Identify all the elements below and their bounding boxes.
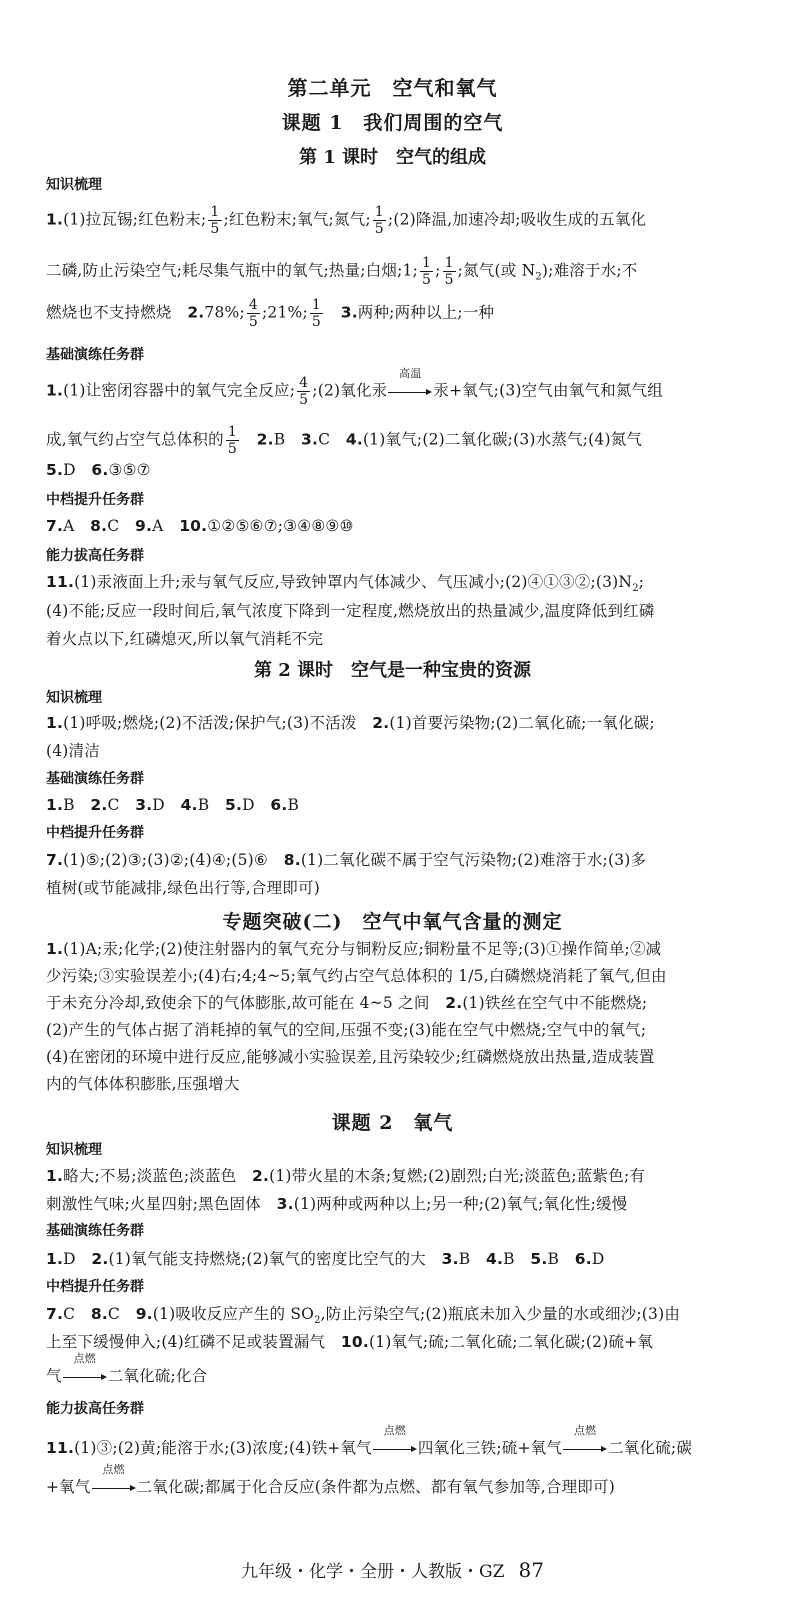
- answer-line: 着火点以下,红磷熄灭,所以氧气消耗不完: [46, 630, 324, 648]
- page-footer: [0, 1557, 785, 1582]
- section-basic-3: 基础演练任务群: [46, 1223, 144, 1239]
- period-1-title: 第 1 课时 空气的组成: [298, 147, 487, 168]
- topic-title: 专题突破(二) 空气中氧气含量的测定: [222, 911, 563, 933]
- answer-line: 1.(1)让密闭容器中的氧气完全反应; $\frac{4}{5}$ ;(2)氧化汞 高温 汞+氧气;(3)空气由氧气和氮气组: [46, 366, 663, 408]
- fraction: $\frac{1}{5}$: [374, 204, 384, 237]
- section-knowledge-2: 知识梳理: [46, 690, 102, 706]
- lesson-2-title: 课题 2 氧气: [331, 1112, 454, 1134]
- answer-line: 燃烧也不支持燃烧 2.78%; $\frac{4}{5}$ ;21%; $\frac{1}{5}$ 3.两种;两种以上;一种: [46, 297, 495, 330]
- page-number: 87: [518, 1558, 544, 1582]
- answer-line: 1.(1)呼吸;燃烧;(2)不活泼;保护气;(3)不活泼 2.(1)首要污染物;(2)二氧化硫;一氧化碳;: [46, 714, 655, 732]
- answer-line: 气 点燃 二氧化硫;化合: [46, 1352, 208, 1385]
- fraction: $\frac{1}{5}$: [227, 424, 237, 457]
- answer-line: 5.D 6.③⑤⑦: [46, 461, 151, 479]
- section-basic-1: 基础演练任务群: [46, 347, 144, 363]
- section-middle-3: 中档提升任务群: [46, 1279, 144, 1295]
- answer-line: (4)清洁: [46, 742, 100, 760]
- answer-line: 少污染;③实验误差小;(4)右;4;4~5;氧气约占空气总体积的 1/5,白磷燃烧消耗了氧气,但由: [46, 967, 667, 985]
- fraction: $\frac{1}{5}$: [311, 297, 321, 330]
- answer-line: 7.(1)⑤;(2)③;(3)②;(4)④;(5)⑥ 8.(1)二氧化碳不属于空气污染物;(2)难溶于水;(3)多: [46, 851, 647, 869]
- answer-line: 内的气体体积膨胀,压强增大: [46, 1075, 240, 1093]
- answer-line: 于未充分冷却,致使余下的气体膨胀,故可能在 4~5 之间 2.(1)铁丝在空气中不能燃烧;: [46, 994, 648, 1012]
- answer-line: +氧气 点燃 二氧化碳;都属于化合反应(条件都为点燃、都有氧气参加等,合理即可): [46, 1463, 615, 1496]
- answer-line: 植树(或节能减排,绿色出行等,合理即可): [46, 879, 320, 897]
- unit-title: 第二单元 空气和氧气: [287, 76, 498, 100]
- answer-line: 成,氧气约占空气总体积的 $\frac{1}{5}$ 2.B 3.C 4.(1)氧气;(2)二氧化碳;(3)水蒸气;(4)氮气: [46, 424, 643, 457]
- answer-line: 刺激性气味;火星四射;黑色固体 3.(1)两种或两种以上;另一种;(2)氧气;氧化性;缓慢: [46, 1195, 628, 1213]
- section-middle-1: 中档提升任务群: [46, 492, 144, 508]
- footer-text: 九年级・化学・全册・人教版・GZ: [241, 1562, 505, 1582]
- answer-line: 1.(1)拉瓦锡;红色粉末; $\frac{1}{5}$ ;红色粉末;氧气;氮气; $\frac{1}{5}$ ;(2)降温,加速冷却;吸收生成的五氧化: [46, 204, 647, 237]
- section-basic-2: 基础演练任务群: [46, 771, 144, 787]
- answer-line: 11.(1)③;(2)黄;能溶于水;(3)浓度;(4)铁+氧气 点燃 四氧化三铁;硫+氧气 点燃 二氧化硫;碳: [46, 1424, 693, 1457]
- section-knowledge-3: 知识梳理: [46, 1142, 102, 1158]
- answer-line: (4)不能;反应一段时间后,氧气浓度下降到一定程度,燃烧放出的热量减少,温度降低到红磷: [46, 602, 655, 620]
- fraction: $\frac{1}{5}$: [444, 255, 454, 288]
- reaction-arrow: 点燃: [372, 1439, 418, 1457]
- answer-line: 1.B 2.C 3.D 4.B 5.D 6.B: [46, 796, 300, 814]
- fraction: $\frac{4}{5}$: [248, 297, 258, 330]
- fraction: $\frac{1}{5}$: [422, 255, 432, 288]
- period-2-title: 第 2 课时 空气是一种宝贵的资源: [253, 660, 532, 681]
- answer-line: (4)在密闭的环境中进行反应,能够减小实验误差,且污染较少;红磷燃烧放出热量,造成装置: [46, 1048, 655, 1066]
- section-advanced-1: 能力拔高任务群: [46, 548, 144, 564]
- answer-line: 1.略大;不易;淡蓝色;淡蓝色 2.(1)带火星的木条;复燃;(2)剧烈;白光;淡蓝色;蓝紫色;有: [46, 1167, 646, 1185]
- fraction: $\frac{4}{5}$: [299, 375, 309, 408]
- section-advanced-3: 能力拔高任务群: [46, 1401, 144, 1417]
- section-knowledge-1: 知识梳理: [46, 177, 102, 193]
- answer-line: 1.D 2.(1)氧气能支持燃烧;(2)氧气的密度比空气的大 3.B 4.B 5.B 6.D: [46, 1250, 605, 1268]
- answer-line: 二磷,防止污染空气;耗尽集气瓶中的氧气;热量;白烟;1; $\frac{1}{5}$ ; $\frac{1}{5}$ ;氮气(或 $N_2$);难溶于水;不: [46, 255, 638, 288]
- reaction-arrow: 高温: [387, 382, 433, 400]
- answer-line: 上至下缓慢伸入;(4)红磷不足或装置漏气 10.(1)氧气;硫;二氧化硫;二氧化碳;(2)硫+氧: [46, 1333, 654, 1351]
- reaction-arrow: 点燃: [91, 1478, 137, 1496]
- answer-line: 11.(1)汞液面上升;汞与氧气反应,导致钟罩内气体减少、气压减小$;(2)④①③②;(3)N_2$;: [46, 573, 645, 595]
- answer-line: 7.C 8.C 9.(1)吸收反应产生的 $SO_2$,防止污染空气;(2)瓶底未加入少量的水或细沙;(3)由: [46, 1305, 681, 1327]
- answer-line: (2)产生的气体占据了消耗掉的氧气的空间,压强不变;(3)能在空气中燃烧;空气中的氧气;: [46, 1021, 647, 1039]
- reaction-arrow: 点燃: [562, 1439, 608, 1457]
- section-middle-2: 中档提升任务群: [46, 825, 144, 841]
- reaction-arrow: 点燃: [62, 1367, 108, 1385]
- lesson-1-title: 课题 1 我们周围的空气: [281, 112, 504, 134]
- fraction: $\frac{1}{5}$: [210, 204, 220, 237]
- answer-line: 7.A 8.C 9.A 10.①②⑤⑥⑦;③④⑧⑨⑩: [46, 517, 354, 535]
- answer-line: 1.(1)A;汞;化学;(2)使注射器内的氧气充分与铜粉反应;铜粉量不足等;(3)①操作简单;②减: [46, 940, 662, 958]
